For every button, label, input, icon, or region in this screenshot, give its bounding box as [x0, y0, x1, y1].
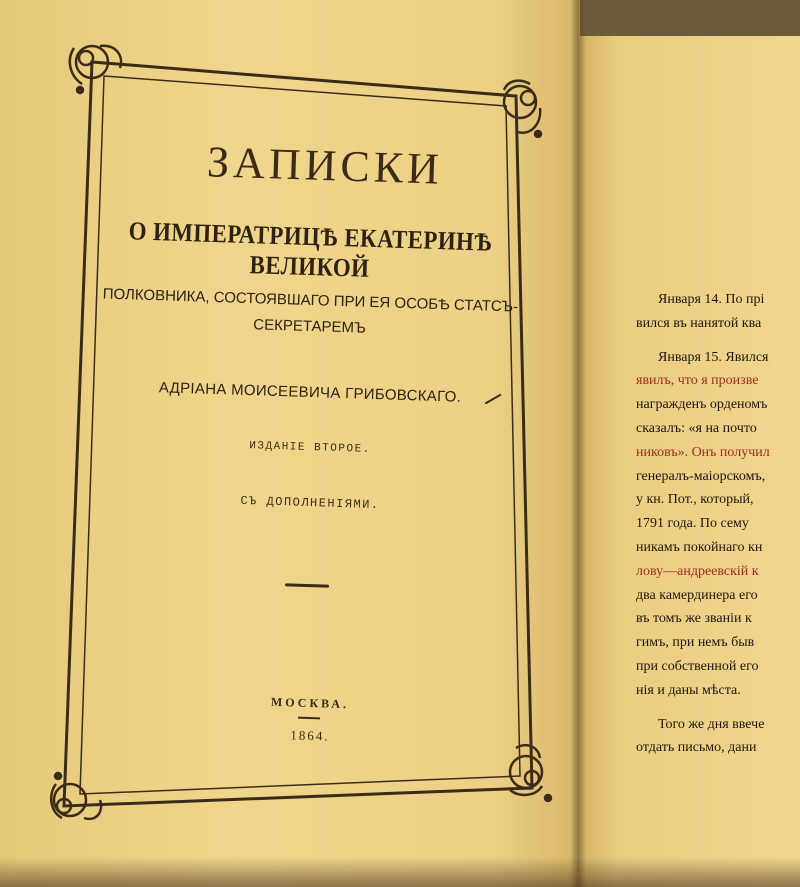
corner-ornament-top-right-icon: [504, 81, 541, 137]
text-line: при собственной его: [636, 658, 759, 674]
text-line: нія и даны мѣста.: [636, 682, 741, 698]
text-line: никамъ покойнаго кн: [636, 539, 763, 555]
edition-label: ИЗДАНІЕ ВТОРОЕ.: [249, 440, 371, 456]
text-line: отдать письмо, дани: [636, 740, 757, 756]
text-line: два камердинера его: [636, 587, 758, 603]
text-line: 1791 года. По сему: [636, 516, 749, 532]
author-description-line: ПОЛКОВНИКА, СОСТОЯВШАГО ПРИ ЕЯ ОСОБѢ СТАТСЪ-: [102, 285, 519, 316]
supplements-label: СЪ ДОПОЛНЕНІЯМИ.: [240, 493, 380, 513]
page-title: ЗАПИСКИ: [206, 137, 444, 194]
text-line: у кн. Пот., который,: [636, 492, 754, 508]
text-line: явилъ, что я произве: [636, 373, 759, 389]
author-description-line: СЕКРЕТАРЕМЪ: [253, 316, 367, 337]
text-line: въ томъ же званіи к: [636, 611, 752, 627]
author-name: АДРІАНА МОИСЕЕВИЧА ГРИБОВСКАГО.: [158, 379, 462, 406]
publication-place: МОСКВА.: [270, 694, 350, 712]
bottom-shadow: [0, 857, 800, 887]
text-line: Января 15. Явился: [658, 349, 769, 365]
publication-year: 1864.: [290, 727, 330, 744]
corner-ornament-top-left-icon: [70, 46, 121, 93]
text-line: сказалъ: «я на почто: [636, 420, 757, 436]
text-line: никовъ». Онъ получил: [636, 444, 770, 460]
text-line: Января 14. По прі: [658, 292, 765, 307]
text-line: награжденъ орденомъ: [636, 397, 768, 413]
text-line: лову—андреевскій к: [636, 563, 759, 579]
corner-ornament-bottom-left-icon: [51, 773, 101, 819]
page-subtitle: О ИМПЕРАТРИЦѢ ЕКАТЕРИНѢ ВЕЛИКОЙ: [128, 216, 493, 283]
text-line: Того же дня ввече: [658, 716, 765, 732]
text-line: вился въ нанятой ква: [636, 315, 762, 331]
text-line: гимъ, при немъ быв: [636, 635, 755, 651]
text-line: генералъ-маiорскомъ,: [636, 468, 766, 484]
